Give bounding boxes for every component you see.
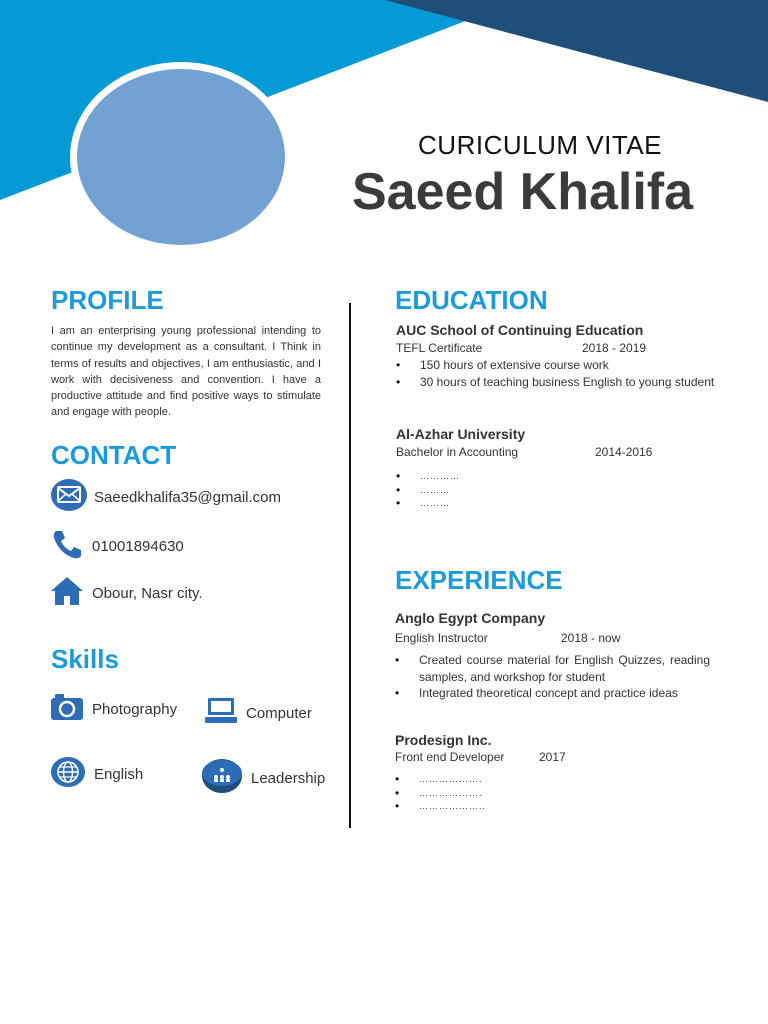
- contact-address-row: [50, 576, 203, 610]
- dark-blue-triangle: [385, 0, 768, 102]
- skill-leadership: [201, 758, 325, 798]
- list-item: • ……………….: [395, 787, 717, 801]
- phone-number: 01001894630: [92, 537, 184, 555]
- list-item: • …………: [396, 470, 718, 484]
- skill-label: English: [94, 765, 144, 783]
- experience-bullets: [395, 773, 717, 814]
- phone-icon: [50, 528, 84, 564]
- profile-text: I am an enterprising young professional intending to continue my development as a consultant. I Think in terms of results and objectives, I am enthusiastic, and I work with decisiveness and convention. I have a productive attitude and find positive ways to stimulate and engage with people.: [51, 325, 321, 419]
- skill-label: Photography: [92, 700, 178, 718]
- person-name: Saeed Khalifa: [352, 163, 694, 221]
- list-item: • 150 hours of extensive course work: [396, 357, 718, 374]
- contact-heading: CONTACT: [51, 440, 177, 470]
- contact-phone-row: [50, 528, 184, 564]
- list-item: • Integrated theoretical concept and practice ideas: [395, 685, 710, 702]
- computer-icon: [204, 697, 238, 729]
- experience-role: English Instructor: [395, 631, 488, 645]
- list-item: • ………: [396, 484, 718, 498]
- cv-label: CURICULUM VITAE: [418, 130, 662, 160]
- education-bullets: [396, 470, 718, 511]
- skill-computer: [204, 697, 312, 729]
- education-institution: Al-Azhar University: [396, 426, 526, 442]
- education-institution: AUC School of Continuing Education: [396, 322, 644, 338]
- education-dates: 2018 - 2019: [582, 341, 647, 355]
- experience-dates: 2018 - now: [561, 631, 621, 645]
- address-text: Obour, Nasr city.: [92, 584, 203, 602]
- experience-dates: 2017: [539, 750, 566, 764]
- education-heading: EDUCATION: [395, 285, 548, 315]
- skill-label: Leadership: [251, 769, 326, 787]
- experience-heading: EXPERIENCE: [395, 565, 563, 595]
- skill-photography: [50, 693, 177, 725]
- home-icon: [50, 576, 84, 610]
- education-bullets: [396, 357, 718, 390]
- email-icon: [50, 478, 88, 516]
- experience-bullets: [395, 652, 710, 706]
- skills-heading: Skills: [51, 644, 119, 674]
- contact-email-row: [50, 478, 281, 516]
- camera-icon: [50, 693, 84, 725]
- education-degree: TEFL Certificate: [396, 341, 483, 355]
- list-item: • ………………..: [395, 800, 717, 814]
- skill-label: Computer: [246, 704, 312, 722]
- photo-placeholder: [77, 69, 285, 245]
- list-item: • ………: [396, 497, 718, 511]
- email-link[interactable]: Saeedkhalifa35@gmail.com: [94, 488, 281, 506]
- team-icon: [201, 758, 243, 798]
- experience-company: Anglo Egypt Company: [395, 610, 546, 626]
- column-divider: [349, 303, 351, 828]
- experience-role: Front end Developer: [395, 750, 505, 764]
- experience-company: Prodesign Inc.: [395, 732, 492, 748]
- education-dates: 2014-2016: [595, 445, 653, 459]
- list-item: • Created course material for English Quizzes, reading samples, and workshop for student: [395, 652, 710, 685]
- globe-icon: [50, 756, 86, 792]
- profile-heading: PROFILE: [51, 285, 164, 315]
- education-degree: Bachelor in Accounting: [396, 445, 519, 459]
- skill-english: [50, 756, 143, 792]
- list-item: • ……………….: [395, 773, 717, 787]
- list-item: • 30 hours of teaching business English to young student: [396, 374, 718, 391]
